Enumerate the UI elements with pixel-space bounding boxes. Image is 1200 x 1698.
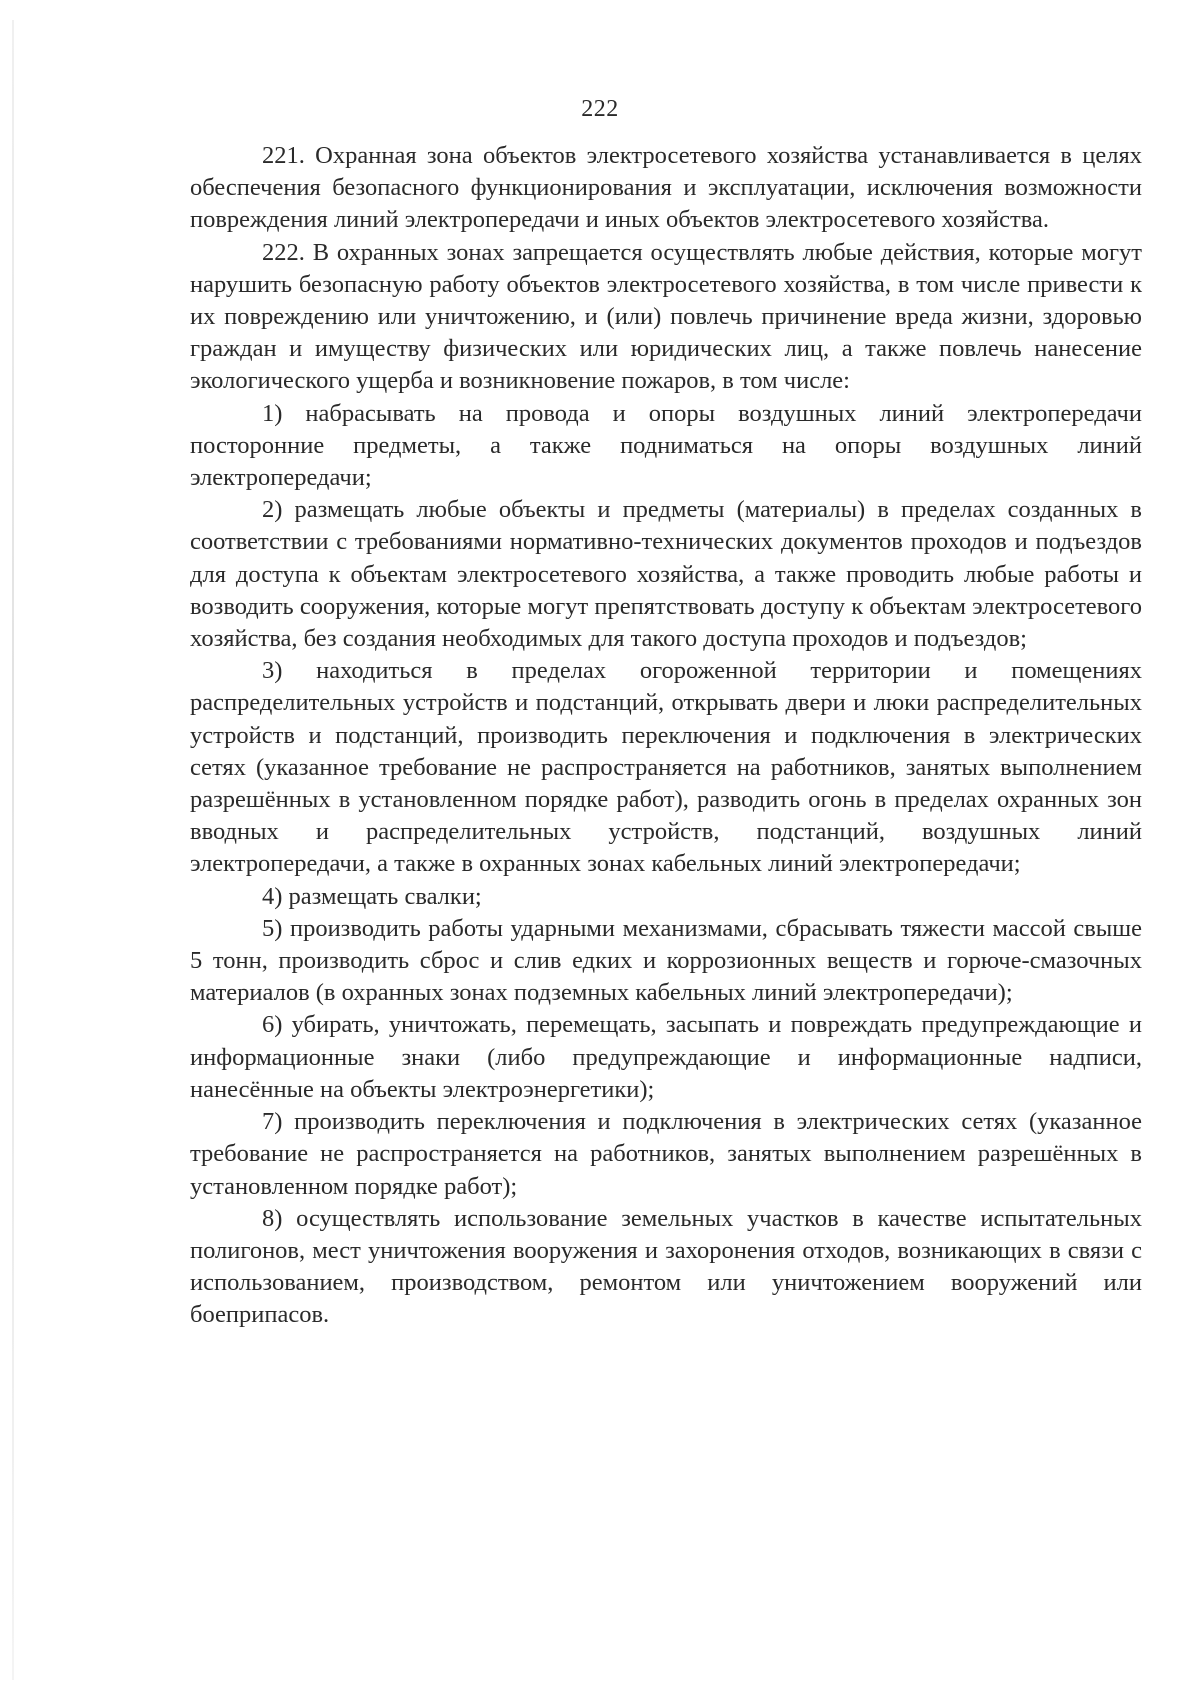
list-item-6: 6) убирать, уничтожать, перемещать, засыпать и повреждать предупреждающие и информационные знаки (либо предупреждающие и информационные надписи, нанесённые на объекты электроэнергетики); (190, 1011, 1142, 1103)
paragraph-222: 222. В охранных зонах запрещается осуществлять любые действия, которые могут нарушить безопасную работу объектов электросетевого хозяйства, в том числе привести к их повреждению или уничтожению, и (или) повлечь причинение вреда жизни, здоровью граждан и имуществу физических или юридических лиц, а также повлечь нанесение экологического ущерба и возникновение пожаров, в том числе: (190, 238, 1142, 395)
list-item-4: 4) размещать свалки; (262, 882, 482, 910)
list-item-3: 3) находиться в пределах огороженной территории и помещениях распределительных устройств и подстанций, открывать двери и люки распределительных устройств и подстанций, производить переключения и подключения в электрических сетях (указанное требование не распространяется на работников, занятых выполнением разрешённых в установленном порядке работ), разводить огонь в пределах охранных зон вводных и распределительных устройств, подстанций, воздушных линий электропередачи, а также в охранных зонах кабельных линий электропередачи; (190, 657, 1142, 878)
paragraph-221: 221. Охранная зона объектов электросетевого хозяйства устанавливается в целях обеспечения безопасного функционирования и эксплуатации, исключения возможности повреждения линий электропередачи и иных объектов электросетевого хозяйства. (190, 142, 1142, 234)
list-item-7: 7) производить переключения и подключения в электрических сетях (указанное требование не распространяется на работников, занятых выполнением разрешённых в установленном порядке работ); (190, 1108, 1142, 1200)
document-body (190, 140, 1142, 1332)
scan-edge-shadow (12, 20, 14, 1680)
list-item-5: 5) производить работы ударными механизмами, сбрасывать тяжести массой свыше 5 тонн, производить сброс и слив едких и коррозионных веществ и горюче-смазочных материалов (в охранных зонах подземных кабельных линий электропередачи); (190, 914, 1142, 1007)
list-item-8: 8) осуществлять использование земельных участков в качестве испытательных полигонов, мест уничтожения вооружения и захоронения отходов, возникающих в связи с использованием, производством, ремонтом или уничтожением вооружений или боеприпасов. (190, 1204, 1142, 1329)
list-item-2: 2) размещать любые объекты и предметы (материалы) в пределах созданных в соответствии с требованиями нормативно-технических документов проходов и подъездов для доступа к объектам электросетевого хозяйства, а также проводить любые работы и возводить сооружения, которые могут препятствовать доступу к объектам электросетевого хозяйства, без создания необходимых для такого доступа проходов и подъездов; (190, 496, 1142, 653)
page-number: 222 (581, 96, 619, 122)
list-item-1: 1) набрасывать на провода и опоры воздушных линий электропередачи посторонние предметы, а также подниматься на опоры воздушных линий электропередачи; (190, 399, 1142, 492)
